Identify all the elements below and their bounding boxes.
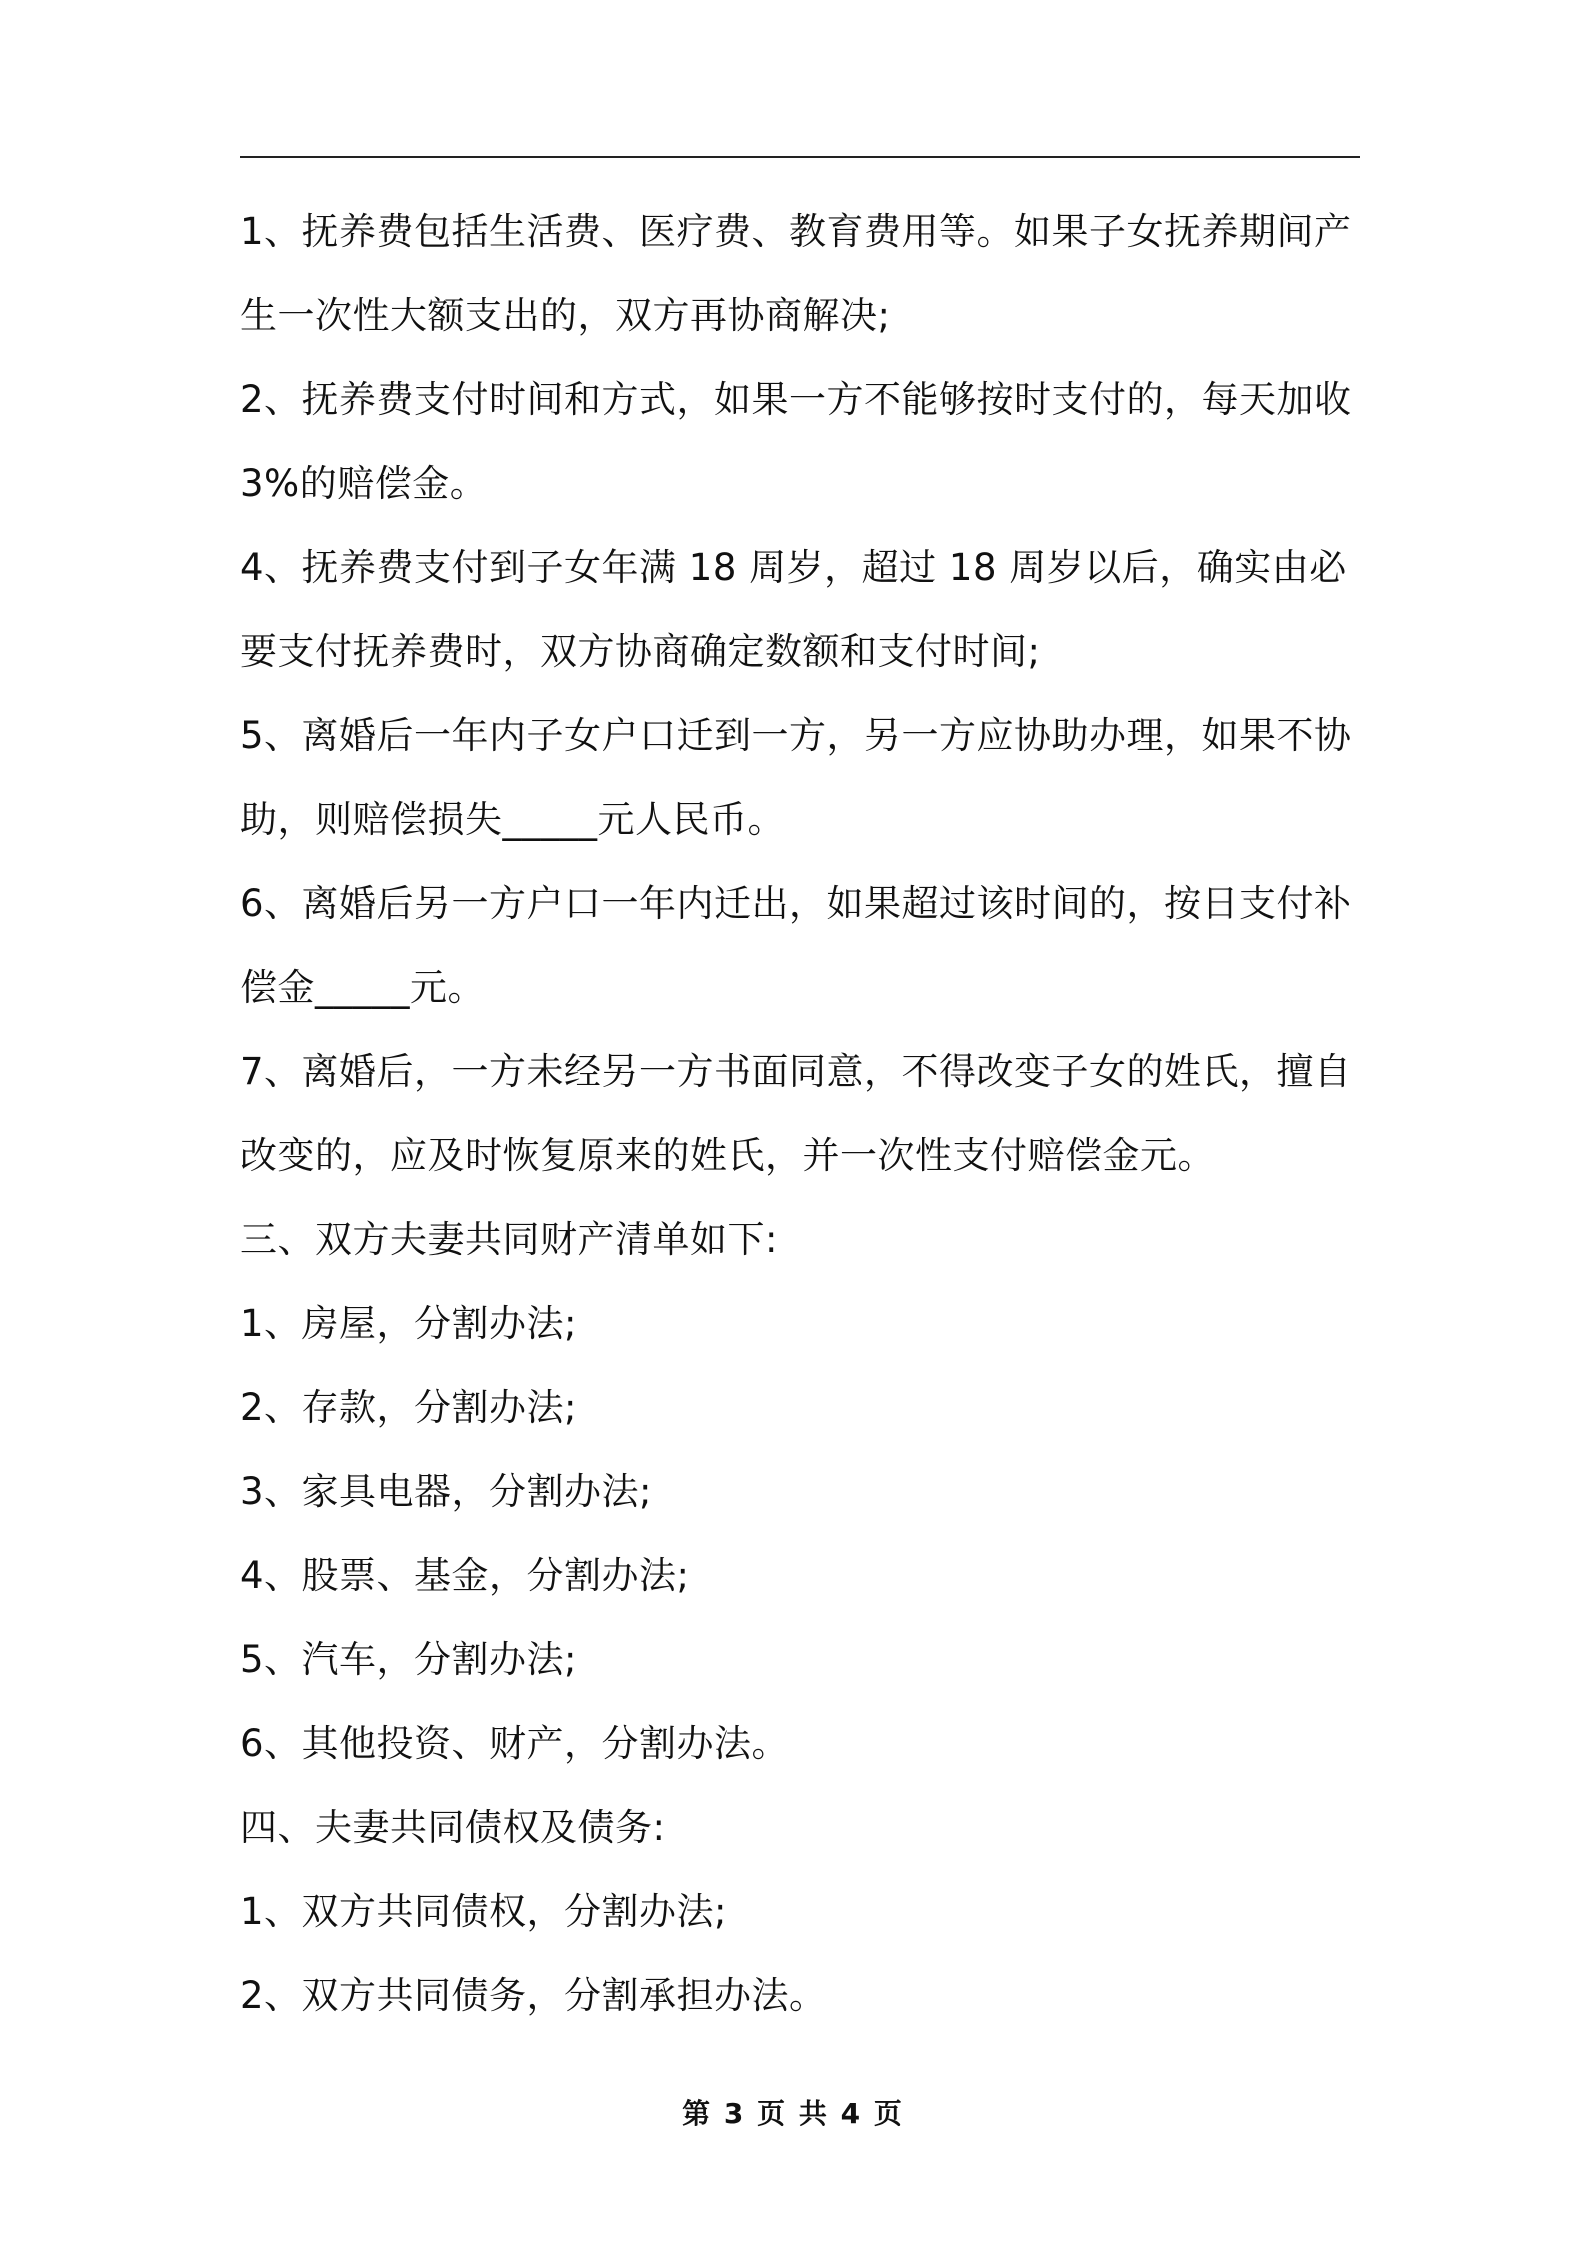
paragraph: 2、抚养费支付时间和方式，如果一方不能够按时支付的，每天加收3%的赔偿金。 [240,378,1352,505]
paragraph: 6、离婚后另一方户口一年内迁出，如果超过该时间的，按日支付补偿金_____元。 [240,882,1352,1009]
document-body [240,190,1360,2038]
list-item: 1、双方共同债权，分割办法; [240,1890,728,1933]
list-item: 6、其他投资、财产，分割办法。 [240,1722,790,1765]
paragraph: 4、抚养费支付到子女年满 18 周岁，超过 18 周岁以后，确实由必要支付抚养费时，双方协商确定数额和支付时间; [240,546,1347,673]
paragraph: 1、抚养费包括生活费、医疗费、教育费用等。如果子女抚养期间产生一次性大额支出的，双方再协商解决; [240,210,1352,337]
list-item: 4、股票、基金，分割办法; [240,1554,690,1597]
header-divider [240,156,1360,158]
list-item: 2、存款，分割办法; [240,1386,578,1429]
page-number: 第 3 页 共 4 页 [682,2097,904,2130]
section-heading: 四、夫妻共同债权及债务: [240,1806,666,1849]
paragraph: 5、离婚后一年内子女户口迁到一方，另一方应协助办理，如果不协助，则赔偿损失_____元人民币。 [240,714,1352,841]
section-heading: 三、双方夫妻共同财产清单如下: [240,1218,778,1261]
list-item: 2、双方共同债务，分割承担办法。 [240,1974,827,2017]
list-item: 1、房屋，分割办法; [240,1302,578,1345]
list-item: 5、汽车，分割办法; [240,1638,578,1681]
list-item: 3、家具电器，分割办法; [240,1470,653,1513]
paragraph: 7、离婚后，一方未经另一方书面同意，不得改变子女的姓氏，擅自改变的，应及时恢复原来的姓氏，并一次性支付赔偿金元。 [240,1050,1352,1177]
